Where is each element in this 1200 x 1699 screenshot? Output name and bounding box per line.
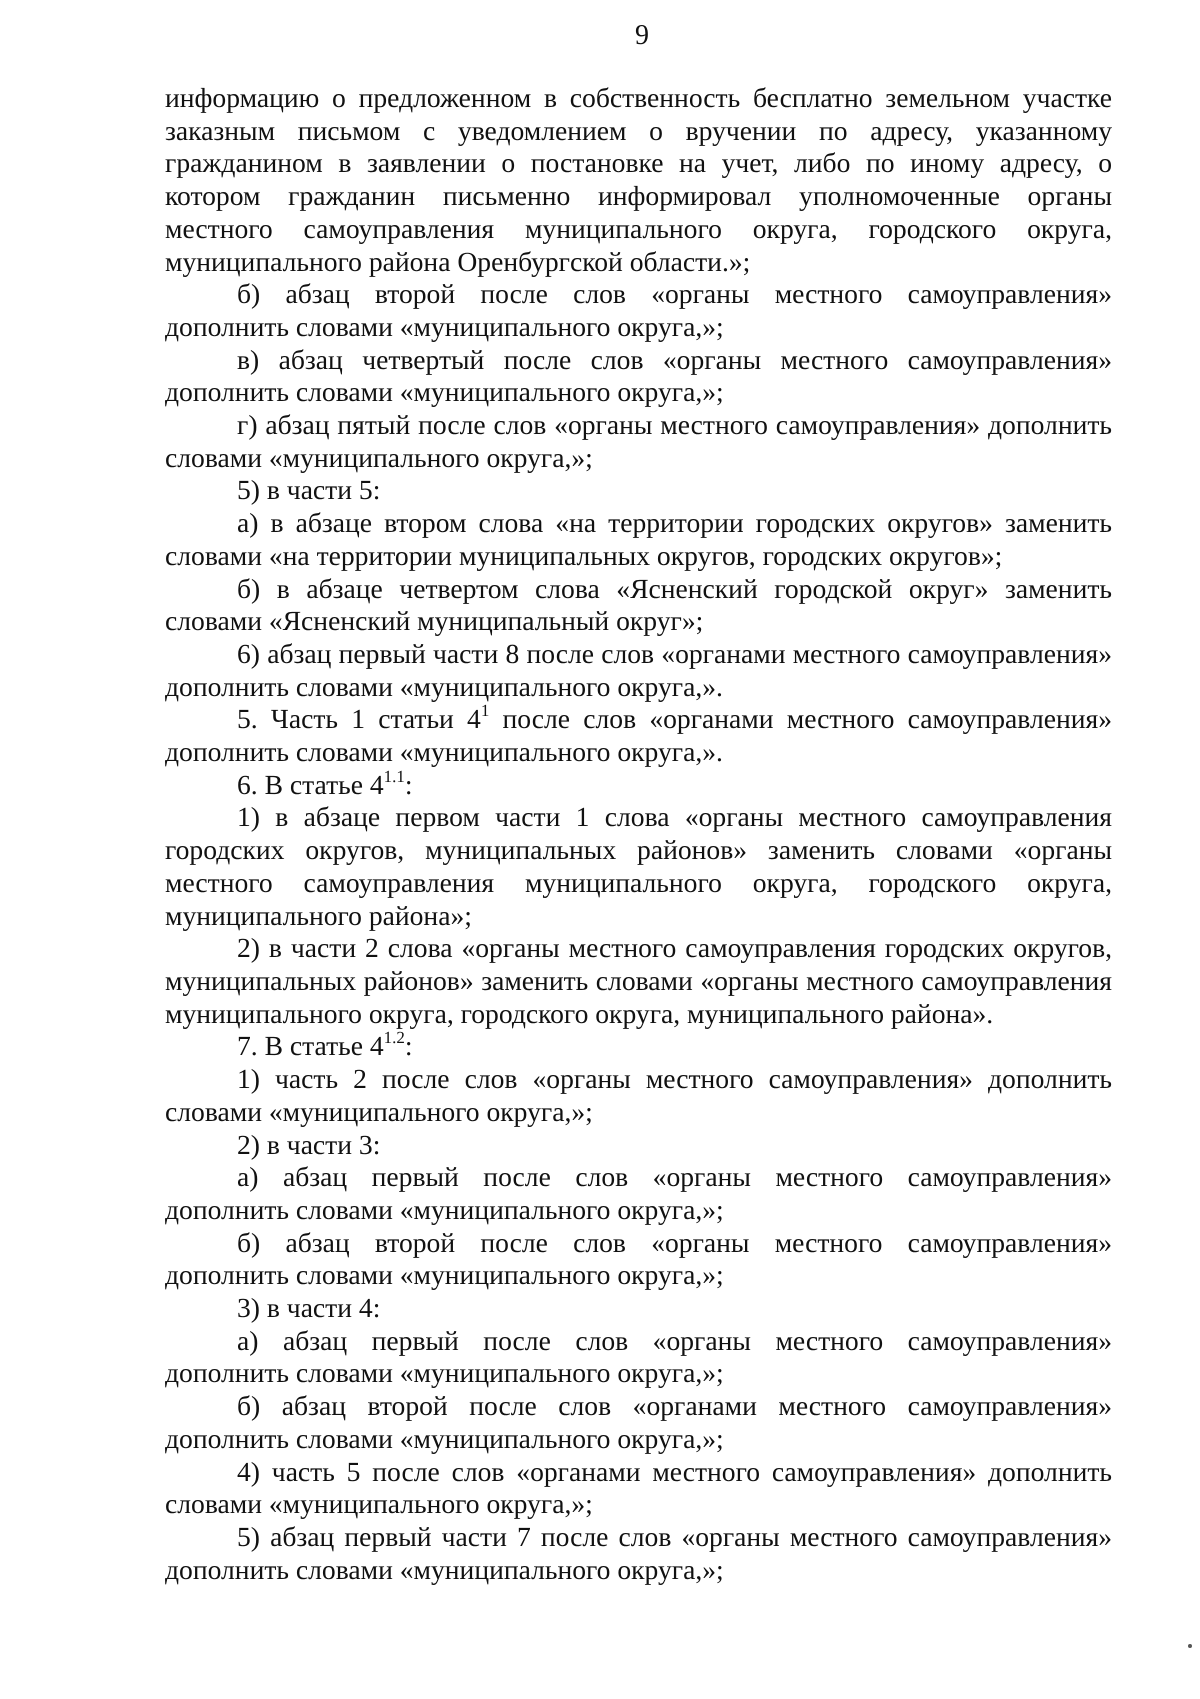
- paragraph-text: 5. Часть 1 статьи 4: [237, 703, 481, 735]
- paragraph: 5) абзац первый части 7 после слов «органы местного самоуправления» дополнить словами «муниципального округа,»;: [165, 1520, 1112, 1585]
- paragraph: 3) в части 4:: [237, 1292, 381, 1324]
- paragraph-text: :: [404, 768, 413, 800]
- paragraph: б) абзац второй после слов «органы местного самоуправления» дополнить словами «муниципального округа,»;: [165, 1226, 1112, 1291]
- paragraph: г) абзац пятый после слов «органы местного самоуправления» дополнить словами «муниципального округа,»;: [165, 409, 1112, 473]
- superscript: 1.1: [383, 766, 405, 786]
- paragraph: а) абзац первый после слов «органы местного самоуправления» дополнить словами «муниципального округа,»;: [165, 1324, 1112, 1389]
- paragraph-text: 6. В статье 4: [237, 768, 384, 800]
- paragraph-text: 7. В статье 4: [237, 1030, 384, 1062]
- paragraph-with-superscript: [165, 766, 1112, 802]
- paragraph: информацию о предложенном в собственность бесплатно земельном участке заказным письмом с уведомлением о вручении по адресу, указанному гражданином в заявлении о постановке на учет, либо по иному адресу, о котором гражданин письменно информировал уполномоченные органы местного самоуправления муниципального округа, городского округа, муниципального района Оренбургской области.»;: [165, 82, 1112, 277]
- paragraph: в) абзац четвертый после слов «органы местного самоуправления» дополнить словами «муниципального округа,»;: [165, 343, 1112, 408]
- page-number: 9: [635, 20, 649, 51]
- paragraph: 6) абзац первый части 8 после слов «органами местного самоуправления» дополнить словами «муниципального округа,».: [165, 637, 1112, 702]
- paragraph: 2) в части 2 слова «органы местного самоуправления городских округов, муниципальных районов» заменить словами «органы местного самоуправления муниципального округа, городского округа, муниципального района».: [165, 932, 1112, 1029]
- superscript: 1: [480, 701, 490, 721]
- paragraph: а) в абзаце втором слова «на территории городских округов» заменить словами «на территории муниципальных округов, городских округов»;: [165, 507, 1112, 571]
- paragraph: а) абзац первый после слов «органы местного самоуправления» дополнить словами «муниципального округа,»;: [165, 1161, 1112, 1225]
- paragraph-text: :: [404, 1030, 413, 1062]
- paragraph: 5) в части 5:: [237, 474, 381, 506]
- paragraph: 1) в абзаце первом части 1 слова «органы местного самоуправления городских округов, муниципальных районов» заменить словами «органы местного самоуправления муниципального округа, городского округа, муниципального района»;: [165, 801, 1112, 931]
- paragraph-with-superscript: [165, 1030, 1112, 1063]
- paragraph: 1) часть 2 после слов «органы местного самоуправления» дополнить словами «муниципального округа,»;: [165, 1063, 1112, 1127]
- paragraph: б) в абзаце четвертом слова «Ясненский городской округ» заменить словами «Ясненский муниципальный округ»;: [165, 572, 1112, 637]
- paragraph-with-superscript: [165, 703, 1112, 768]
- paragraph: 2) в части 3:: [237, 1128, 381, 1160]
- paragraph: б) абзац второй после слов «органы местного самоуправления» дополнить словами «муниципального округа,»;: [165, 278, 1112, 342]
- paragraph: 4) часть 5 после слов «органами местного самоуправления» дополнить словами «муниципального округа,»;: [165, 1455, 1112, 1520]
- paragraph-text: после слов «органами местного самоуправления» дополнить словами «муниципального округа,».: [165, 703, 1112, 768]
- scan-dot: [1188, 1644, 1192, 1648]
- document-body: [165, 82, 1112, 1586]
- paragraph: б) абзац второй после слов «органами местного самоуправления» дополнить словами «муниципального округа,»;: [165, 1390, 1112, 1454]
- superscript: 1.2: [383, 1028, 405, 1048]
